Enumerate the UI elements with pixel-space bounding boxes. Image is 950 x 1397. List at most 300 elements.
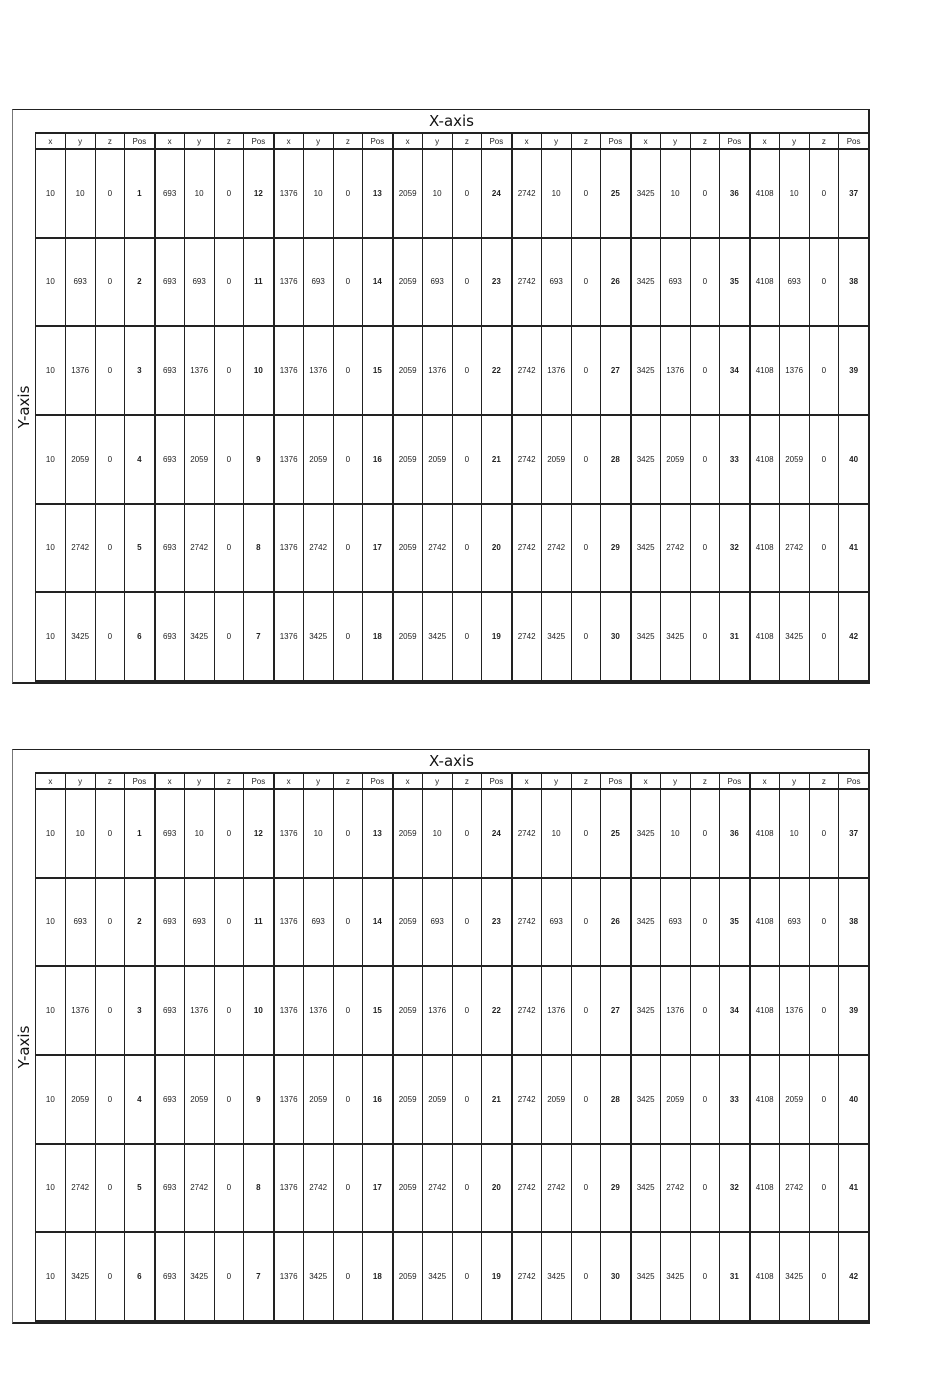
coordinate-cell: 1376	[422, 966, 452, 1055]
position-cell: 30	[601, 1232, 631, 1321]
coordinate-cell: 2059	[393, 966, 423, 1055]
coordinate-cell: 10	[184, 789, 214, 878]
coordinate-cell: 10	[541, 789, 571, 878]
position-cell: 25	[601, 789, 631, 878]
column-header: y	[65, 773, 95, 789]
coordinate-cell: 1376	[274, 149, 304, 238]
coordinate-cell: 10	[36, 966, 66, 1055]
position-cell: 27	[601, 326, 631, 415]
position-cell: 22	[482, 326, 512, 415]
column-header: z	[95, 133, 125, 149]
coordinate-cell: 2742	[512, 1055, 542, 1144]
coordinate-cell: 0	[95, 1232, 125, 1321]
position-cell: 37	[839, 789, 869, 878]
column-header: x	[512, 773, 542, 789]
coordinate-cell: 10	[36, 592, 66, 681]
position-cell: 7	[244, 592, 274, 681]
column-header: y	[779, 773, 809, 789]
coordinate-cell: 10	[36, 789, 66, 878]
column-header: y	[660, 773, 690, 789]
position-cell: 15	[363, 966, 393, 1055]
header-row	[36, 133, 869, 149]
coordinate-cell: 1376	[274, 592, 304, 681]
position-cell: 34	[720, 326, 750, 415]
coordinate-cell: 10	[422, 149, 452, 238]
column-header: y	[184, 773, 214, 789]
table-row	[36, 878, 869, 967]
coordinate-cell: 0	[571, 1055, 601, 1144]
coordinate-cell: 693	[541, 238, 571, 327]
coordinate-table-panel-2	[12, 749, 870, 1324]
coordinate-cell: 3425	[631, 415, 661, 504]
position-cell: 33	[720, 415, 750, 504]
position-cell: 12	[244, 149, 274, 238]
coordinate-cell: 1376	[274, 878, 304, 967]
column-header: x	[155, 773, 185, 789]
coordinate-cell: 1376	[303, 326, 333, 415]
coordinate-cell: 0	[95, 326, 125, 415]
position-cell: 10	[244, 966, 274, 1055]
coordinate-cell: 693	[155, 1055, 185, 1144]
coordinate-cell: 1376	[274, 1055, 304, 1144]
coordinate-cell: 10	[422, 789, 452, 878]
coordinate-cell: 2742	[660, 504, 690, 593]
coordinate-cell: 0	[452, 238, 482, 327]
coordinate-cell: 0	[571, 415, 601, 504]
coordinate-cell: 3425	[660, 1232, 690, 1321]
position-cell: 32	[720, 504, 750, 593]
coordinate-cell: 0	[452, 878, 482, 967]
table-row	[36, 504, 869, 593]
coordinate-cell: 2742	[779, 1144, 809, 1233]
coordinate-cell: 2059	[303, 415, 333, 504]
position-cell: 33	[720, 1055, 750, 1144]
position-cell: 36	[720, 789, 750, 878]
coordinate-table	[35, 772, 869, 1322]
position-cell: 4	[125, 415, 155, 504]
coordinate-cell: 693	[155, 326, 185, 415]
column-header: z	[333, 133, 363, 149]
coordinate-cell: 1376	[779, 326, 809, 415]
coordinate-cell: 0	[690, 415, 720, 504]
coordinate-cell: 2742	[512, 878, 542, 967]
position-cell: 24	[482, 149, 512, 238]
coordinate-cell: 1376	[779, 966, 809, 1055]
coordinate-cell: 0	[809, 1144, 839, 1233]
coordinate-cell: 2059	[393, 1055, 423, 1144]
coordinate-cell: 1376	[184, 966, 214, 1055]
coordinate-cell: 0	[452, 415, 482, 504]
position-cell: 3	[125, 326, 155, 415]
coordinate-cell: 0	[95, 966, 125, 1055]
coordinate-cell: 693	[779, 878, 809, 967]
position-cell: 38	[839, 878, 869, 967]
coordinate-cell: 693	[155, 504, 185, 593]
coordinate-cell: 2742	[541, 504, 571, 593]
coordinate-cell: 0	[333, 326, 363, 415]
column-header: z	[809, 773, 839, 789]
coordinate-cell: 0	[95, 789, 125, 878]
coordinate-cell: 4108	[750, 1144, 780, 1233]
coordinate-cell: 0	[214, 878, 244, 967]
column-header: Pos	[244, 133, 274, 149]
coordinate-cell: 0	[214, 1144, 244, 1233]
coordinate-cell: 0	[809, 1232, 839, 1321]
coordinate-cell: 693	[184, 878, 214, 967]
coordinate-cell: 0	[571, 1232, 601, 1321]
column-header: x	[274, 773, 304, 789]
coordinate-cell: 2059	[393, 504, 423, 593]
coordinate-cell: 2059	[393, 238, 423, 327]
column-header: y	[660, 133, 690, 149]
coordinate-cell: 0	[809, 789, 839, 878]
coordinate-cell: 0	[690, 1144, 720, 1233]
position-cell: 26	[601, 878, 631, 967]
column-header: x	[631, 133, 661, 149]
coordinate-cell: 0	[809, 504, 839, 593]
coordinate-cell: 1376	[274, 504, 304, 593]
column-header: z	[214, 133, 244, 149]
coordinate-cell: 2059	[779, 415, 809, 504]
position-cell: 32	[720, 1144, 750, 1233]
coordinate-cell: 10	[779, 789, 809, 878]
coordinate-cell: 0	[690, 1232, 720, 1321]
coordinate-cell: 2059	[184, 1055, 214, 1144]
coordinate-cell: 2059	[393, 149, 423, 238]
coordinate-cell: 3425	[631, 326, 661, 415]
coordinate-cell: 3425	[65, 592, 95, 681]
coordinate-cell: 2742	[303, 504, 333, 593]
coordinate-cell: 2059	[393, 1232, 423, 1321]
coordinate-cell: 10	[36, 1144, 66, 1233]
position-cell: 11	[244, 238, 274, 327]
coordinate-cell: 693	[184, 238, 214, 327]
column-header: x	[631, 773, 661, 789]
column-header: z	[214, 773, 244, 789]
coordinate-cell: 0	[452, 966, 482, 1055]
coordinate-cell: 0	[571, 238, 601, 327]
coordinate-cell: 3425	[184, 1232, 214, 1321]
coordinate-cell: 2059	[660, 1055, 690, 1144]
coordinate-cell: 0	[333, 1232, 363, 1321]
coordinate-cell: 0	[690, 504, 720, 593]
coordinate-cell: 0	[809, 415, 839, 504]
position-cell: 6	[125, 592, 155, 681]
column-header: x	[36, 773, 66, 789]
coordinate-cell: 10	[184, 149, 214, 238]
column-header: Pos	[125, 773, 155, 789]
table-row	[36, 592, 869, 681]
x-axis-label: X-axis	[429, 752, 474, 770]
coordinate-cell: 693	[155, 592, 185, 681]
coordinate-table	[35, 132, 869, 682]
column-header: z	[452, 133, 482, 149]
coordinate-cell: 4108	[750, 415, 780, 504]
coordinate-cell: 2059	[65, 1055, 95, 1144]
column-header: x	[393, 773, 423, 789]
coordinate-cell: 0	[333, 504, 363, 593]
position-cell: 9	[244, 415, 274, 504]
coordinate-cell: 2059	[660, 415, 690, 504]
coordinate-cell: 10	[36, 504, 66, 593]
position-cell: 21	[482, 415, 512, 504]
coordinate-cell: 0	[333, 149, 363, 238]
coordinate-cell: 4108	[750, 789, 780, 878]
coordinate-cell: 4108	[750, 878, 780, 967]
position-cell: 3	[125, 966, 155, 1055]
column-header: y	[779, 133, 809, 149]
coordinate-cell: 10	[303, 149, 333, 238]
coordinate-table-panel-1	[12, 109, 870, 684]
table-row	[36, 415, 869, 504]
coordinate-cell: 693	[303, 878, 333, 967]
coordinate-cell: 693	[155, 415, 185, 504]
coordinate-cell: 693	[155, 149, 185, 238]
coordinate-cell: 10	[779, 149, 809, 238]
coordinate-cell: 4108	[750, 966, 780, 1055]
coordinate-cell: 1376	[541, 966, 571, 1055]
coordinate-cell: 0	[333, 1055, 363, 1144]
coordinate-cell: 0	[809, 149, 839, 238]
coordinate-cell: 0	[95, 1055, 125, 1144]
coordinate-cell: 2059	[184, 415, 214, 504]
coordinate-cell: 2742	[184, 504, 214, 593]
coordinate-cell: 2742	[512, 149, 542, 238]
coordinate-cell: 2059	[303, 1055, 333, 1144]
position-cell: 20	[482, 1144, 512, 1233]
coordinate-cell: 693	[155, 1144, 185, 1233]
column-header: Pos	[363, 133, 393, 149]
coordinate-cell: 0	[690, 789, 720, 878]
coordinate-cell: 4108	[750, 504, 780, 593]
position-cell: 35	[720, 238, 750, 327]
coordinate-cell: 0	[95, 415, 125, 504]
position-cell: 30	[601, 592, 631, 681]
coordinate-cell: 10	[303, 789, 333, 878]
position-cell: 1	[125, 149, 155, 238]
coordinate-cell: 10	[660, 789, 690, 878]
coordinate-cell: 0	[690, 592, 720, 681]
column-header: Pos	[839, 133, 869, 149]
coordinate-cell: 1376	[65, 326, 95, 415]
coordinate-cell: 2742	[65, 504, 95, 593]
coordinate-cell: 10	[65, 789, 95, 878]
coordinate-cell: 1376	[65, 966, 95, 1055]
coordinate-cell: 0	[571, 789, 601, 878]
coordinate-cell: 10	[65, 149, 95, 238]
position-cell: 28	[601, 415, 631, 504]
coordinate-cell: 0	[809, 326, 839, 415]
position-cell: 27	[601, 966, 631, 1055]
coordinate-cell: 3425	[184, 592, 214, 681]
coordinate-cell: 2742	[422, 1144, 452, 1233]
coordinate-cell: 4108	[750, 592, 780, 681]
coordinate-cell: 0	[452, 504, 482, 593]
position-cell: 8	[244, 1144, 274, 1233]
coordinate-cell: 4108	[750, 1055, 780, 1144]
position-cell: 29	[601, 1144, 631, 1233]
coordinate-cell: 1376	[660, 966, 690, 1055]
column-header: Pos	[720, 133, 750, 149]
coordinate-cell: 693	[155, 878, 185, 967]
x-axis-label: X-axis	[429, 112, 474, 130]
coordinate-cell: 0	[214, 1232, 244, 1321]
coordinate-cell: 0	[214, 326, 244, 415]
table-row	[36, 1055, 869, 1144]
coordinate-cell: 693	[155, 1232, 185, 1321]
position-cell: 6	[125, 1232, 155, 1321]
position-cell: 39	[839, 966, 869, 1055]
coordinate-cell: 0	[214, 966, 244, 1055]
coordinate-cell: 2059	[65, 415, 95, 504]
position-cell: 2	[125, 238, 155, 327]
position-cell: 17	[363, 504, 393, 593]
coordinate-cell: 2742	[512, 789, 542, 878]
y-axis-label: Y-axis	[15, 385, 33, 429]
table-row	[36, 789, 869, 878]
column-header: Pos	[720, 773, 750, 789]
coordinate-cell: 0	[690, 238, 720, 327]
position-cell: 2	[125, 878, 155, 967]
coordinate-cell: 4108	[750, 1232, 780, 1321]
position-cell: 15	[363, 326, 393, 415]
coordinate-cell: 2059	[422, 415, 452, 504]
position-cell: 40	[839, 1055, 869, 1144]
header-row	[36, 773, 869, 789]
coordinate-cell: 0	[95, 504, 125, 593]
column-header: y	[541, 773, 571, 789]
coordinate-cell: 0	[452, 592, 482, 681]
column-header: x	[36, 133, 66, 149]
coordinate-cell: 0	[452, 789, 482, 878]
position-cell: 4	[125, 1055, 155, 1144]
coordinate-cell: 693	[422, 238, 452, 327]
coordinate-cell: 0	[333, 966, 363, 1055]
coordinate-cell: 2742	[512, 1232, 542, 1321]
position-cell: 29	[601, 504, 631, 593]
coordinate-cell: 3425	[65, 1232, 95, 1321]
column-header: Pos	[601, 133, 631, 149]
position-cell: 16	[363, 1055, 393, 1144]
position-cell: 31	[720, 1232, 750, 1321]
coordinate-cell: 2742	[65, 1144, 95, 1233]
coordinate-cell: 0	[571, 592, 601, 681]
coordinate-cell: 0	[333, 238, 363, 327]
coordinate-cell: 3425	[779, 1232, 809, 1321]
position-cell: 17	[363, 1144, 393, 1233]
coordinate-cell: 10	[541, 149, 571, 238]
coordinate-cell: 3425	[631, 504, 661, 593]
column-header: y	[422, 133, 452, 149]
coordinate-cell: 0	[333, 415, 363, 504]
coordinate-cell: 1376	[660, 326, 690, 415]
column-header: y	[541, 133, 571, 149]
position-cell: 25	[601, 149, 631, 238]
coordinate-cell: 0	[214, 789, 244, 878]
coordinate-cell: 3425	[631, 789, 661, 878]
coordinate-cell: 10	[36, 415, 66, 504]
coordinate-cell: 2742	[422, 504, 452, 593]
coordinate-cell: 0	[452, 149, 482, 238]
coordinate-cell: 2059	[393, 326, 423, 415]
coordinate-cell: 4108	[750, 238, 780, 327]
position-cell: 24	[482, 789, 512, 878]
coordinate-cell: 693	[303, 238, 333, 327]
coordinate-cell: 0	[809, 592, 839, 681]
coordinate-cell: 3425	[541, 592, 571, 681]
coordinate-cell: 2059	[541, 1055, 571, 1144]
position-cell: 37	[839, 149, 869, 238]
column-header: y	[184, 133, 214, 149]
position-cell: 9	[244, 1055, 274, 1144]
position-cell: 23	[482, 238, 512, 327]
column-header: Pos	[125, 133, 155, 149]
coordinate-cell: 3425	[631, 1232, 661, 1321]
coordinate-cell: 2742	[512, 1144, 542, 1233]
coordinate-cell: 10	[36, 149, 66, 238]
y-axis-label: Y-axis	[15, 1025, 33, 1069]
column-header: y	[422, 773, 452, 789]
coordinate-cell: 3425	[631, 878, 661, 967]
coordinate-cell: 2059	[541, 415, 571, 504]
coordinate-cell: 0	[809, 238, 839, 327]
coordinate-cell: 10	[36, 878, 66, 967]
table-row	[36, 966, 869, 1055]
position-cell: 18	[363, 592, 393, 681]
position-cell: 16	[363, 415, 393, 504]
coordinate-cell: 693	[65, 238, 95, 327]
position-cell: 5	[125, 1144, 155, 1233]
coordinate-cell: 2742	[303, 1144, 333, 1233]
coordinate-cell: 0	[214, 149, 244, 238]
column-header: y	[303, 133, 333, 149]
coordinate-cell: 1376	[274, 966, 304, 1055]
position-cell: 11	[244, 878, 274, 967]
column-header: z	[690, 773, 720, 789]
coordinate-cell: 693	[779, 238, 809, 327]
position-cell: 21	[482, 1055, 512, 1144]
coordinate-cell: 693	[155, 966, 185, 1055]
coordinate-cell: 0	[214, 504, 244, 593]
position-cell: 14	[363, 238, 393, 327]
table-row	[36, 326, 869, 415]
column-header: x	[512, 133, 542, 149]
coordinate-cell: 0	[333, 592, 363, 681]
position-cell: 19	[482, 592, 512, 681]
coordinate-cell: 0	[809, 1055, 839, 1144]
coordinate-cell: 3425	[779, 592, 809, 681]
position-cell: 13	[363, 789, 393, 878]
coordinate-cell: 10	[36, 1232, 66, 1321]
position-cell: 8	[244, 504, 274, 593]
coordinate-cell: 693	[155, 789, 185, 878]
position-cell: 28	[601, 1055, 631, 1144]
coordinate-cell: 3425	[303, 592, 333, 681]
position-cell: 1	[125, 789, 155, 878]
coordinate-cell: 2059	[393, 415, 423, 504]
coordinate-cell: 0	[452, 1055, 482, 1144]
column-header: Pos	[482, 773, 512, 789]
coordinate-cell: 2059	[779, 1055, 809, 1144]
coordinate-cell: 3425	[422, 592, 452, 681]
position-cell: 39	[839, 326, 869, 415]
position-cell: 41	[839, 504, 869, 593]
coordinate-cell: 0	[571, 326, 601, 415]
column-header: x	[274, 133, 304, 149]
coordinate-cell: 3425	[660, 592, 690, 681]
coordinate-cell: 1376	[274, 326, 304, 415]
position-cell: 22	[482, 966, 512, 1055]
